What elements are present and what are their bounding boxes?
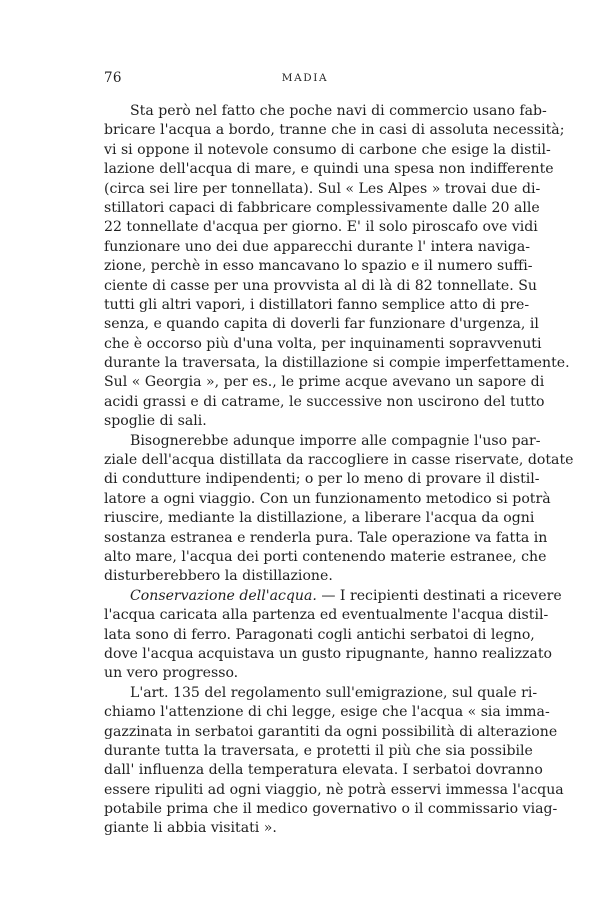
line-text: dall' influenza della temperatura elevata. I serbatoi dovranno xyxy=(104,762,543,779)
line-text: senza, e quando capita di doverli far funzionare d'urgenza, il xyxy=(104,316,539,333)
text-line xyxy=(104,432,541,451)
text-line xyxy=(104,742,533,761)
text-line xyxy=(104,587,562,606)
text-line xyxy=(104,645,552,664)
text-line xyxy=(104,121,565,140)
line-text: giante li abbia visitati ». xyxy=(104,820,277,837)
line-text: Sul « Georgia », per es., le prime acque avevano un sapore di xyxy=(104,374,545,391)
line-text: acidi grassi e di catrame, le successive non uscirono del tutto xyxy=(104,393,545,410)
text-line xyxy=(104,684,538,703)
line-text: Bisognerebbe adunque imporre alle compagnie l'uso par- xyxy=(130,432,541,449)
line-text: — I recipienti destinati a ricevere xyxy=(316,587,562,604)
line-text: ciente di casse per una provvista al di là di 82 tonnellate. Su xyxy=(104,277,537,294)
text-line xyxy=(104,548,547,567)
line-text: zione, perchè in esso mancavano lo spazio e il numero suffi- xyxy=(104,258,533,275)
text-line xyxy=(104,412,506,431)
line-text: ziale dell'acqua distillata da raccogliere in casse riservate, dotate xyxy=(104,452,574,469)
text-line xyxy=(104,490,551,509)
line-text: essere ripuliti ad ogni viaggio, nè potrà esservi immessa l'acqua xyxy=(104,781,564,798)
page-number: 76 xyxy=(104,70,122,86)
text-line xyxy=(104,141,551,160)
text-line xyxy=(104,626,535,645)
line-text: lazione dell'acqua di mare, e quindi una spesa non indifferente xyxy=(104,161,554,178)
line-text: gazzinata in serbatoi garantiti da ogni possibilità di alterazione xyxy=(104,723,558,740)
text-line xyxy=(104,296,530,315)
text-line xyxy=(104,800,558,819)
line-text: riuscire, mediante la distillazione, a liberare l'acqua da ogni xyxy=(104,510,535,527)
line-text: di condutture indipendenti; o per lo meno di provare il distil- xyxy=(104,471,540,488)
text-line xyxy=(104,180,541,199)
line-text: vi si oppone il notevole consumo di carbone che esige la distil- xyxy=(104,141,551,158)
text-line xyxy=(104,160,554,179)
line-text: potabile prima che il medico governativo o il commissario viag- xyxy=(104,801,558,818)
text-line xyxy=(104,199,540,218)
line-text: latore a ogni viaggio. Con un funzionamento metodico si potrà xyxy=(104,490,551,507)
line-text: spoglie di sali. xyxy=(104,413,207,430)
text-line xyxy=(104,606,549,625)
page-header xyxy=(104,70,506,90)
line-text: sostanza estranea e renderla pura. Tale operazione va fatta in xyxy=(104,529,548,546)
body-text xyxy=(104,102,574,839)
line-text: disturberebbero la distillazione. xyxy=(104,568,333,585)
line-text: chiamo l'attenzione di chi legge, esige che l'acqua « sia imma- xyxy=(104,704,550,721)
text-line xyxy=(104,451,574,470)
line-text: 22 tonnellate d'acqua per giorno. E' il solo piroscafo ove vidi xyxy=(104,219,538,236)
text-line xyxy=(104,819,506,838)
line-text: lata sono di ferro. Paragonati cogli antichi serbatoi di legno, xyxy=(104,626,535,643)
text-line xyxy=(104,703,550,722)
text-line xyxy=(104,257,533,276)
line-text: alto mare, l'acqua dei porti contenendo materie estranee, che xyxy=(104,548,547,565)
text-line xyxy=(104,664,506,683)
text-line xyxy=(104,373,545,392)
line-text: tutti gli altri vapori, i distillatori fanno semplice atto di pre- xyxy=(104,296,530,313)
text-line xyxy=(104,509,535,528)
text-line xyxy=(104,723,558,742)
line-text: un vero progresso. xyxy=(104,665,239,682)
line-text: dove l'acqua acquistava un gusto ripugnante, hanno realizzato xyxy=(104,645,552,662)
section-heading: Conservazione dell'acqua. xyxy=(130,587,317,604)
text-line xyxy=(104,218,538,237)
text-line xyxy=(104,238,530,257)
line-text: che è occorso più d'una volta, per inquinamenti sopravvenuti xyxy=(104,335,542,352)
text-line xyxy=(104,354,570,373)
text-line xyxy=(104,567,506,586)
text-line xyxy=(104,277,537,296)
line-text: durante tutta la traversata, e protetti il più che sia possibile xyxy=(104,742,533,759)
text-line xyxy=(104,102,547,121)
text-line xyxy=(104,315,539,334)
running-title: MADIA xyxy=(281,72,329,84)
text-line xyxy=(104,781,564,800)
text-line xyxy=(104,761,543,780)
line-text: (circa sei lire per tonnellata). Sul « Les Alpes » trovai due di- xyxy=(104,180,541,197)
line-text: bricare l'acqua a bordo, tranne che in casi di assoluta necessità; xyxy=(104,122,565,139)
text-line xyxy=(104,335,542,354)
line-text: Sta però nel fatto che poche navi di commercio usano fab- xyxy=(130,103,547,119)
line-text: l'acqua caricata alla partenza ed eventualmente l'acqua distil- xyxy=(104,607,549,624)
text-line xyxy=(104,529,548,548)
line-text: stillatori capaci di fabbricare complessivamente dalle 20 alle xyxy=(104,199,540,216)
line-text: L'art. 135 del regolamento sull'emigrazione, sul quale ri- xyxy=(130,684,538,701)
text-line xyxy=(104,393,545,412)
text-line xyxy=(104,470,540,489)
line-text: funzionare uno dei due apparecchi durante l' intera naviga- xyxy=(104,238,530,255)
line-text: durante la traversata, la distillazione si compie imperfettamente. xyxy=(104,355,570,372)
